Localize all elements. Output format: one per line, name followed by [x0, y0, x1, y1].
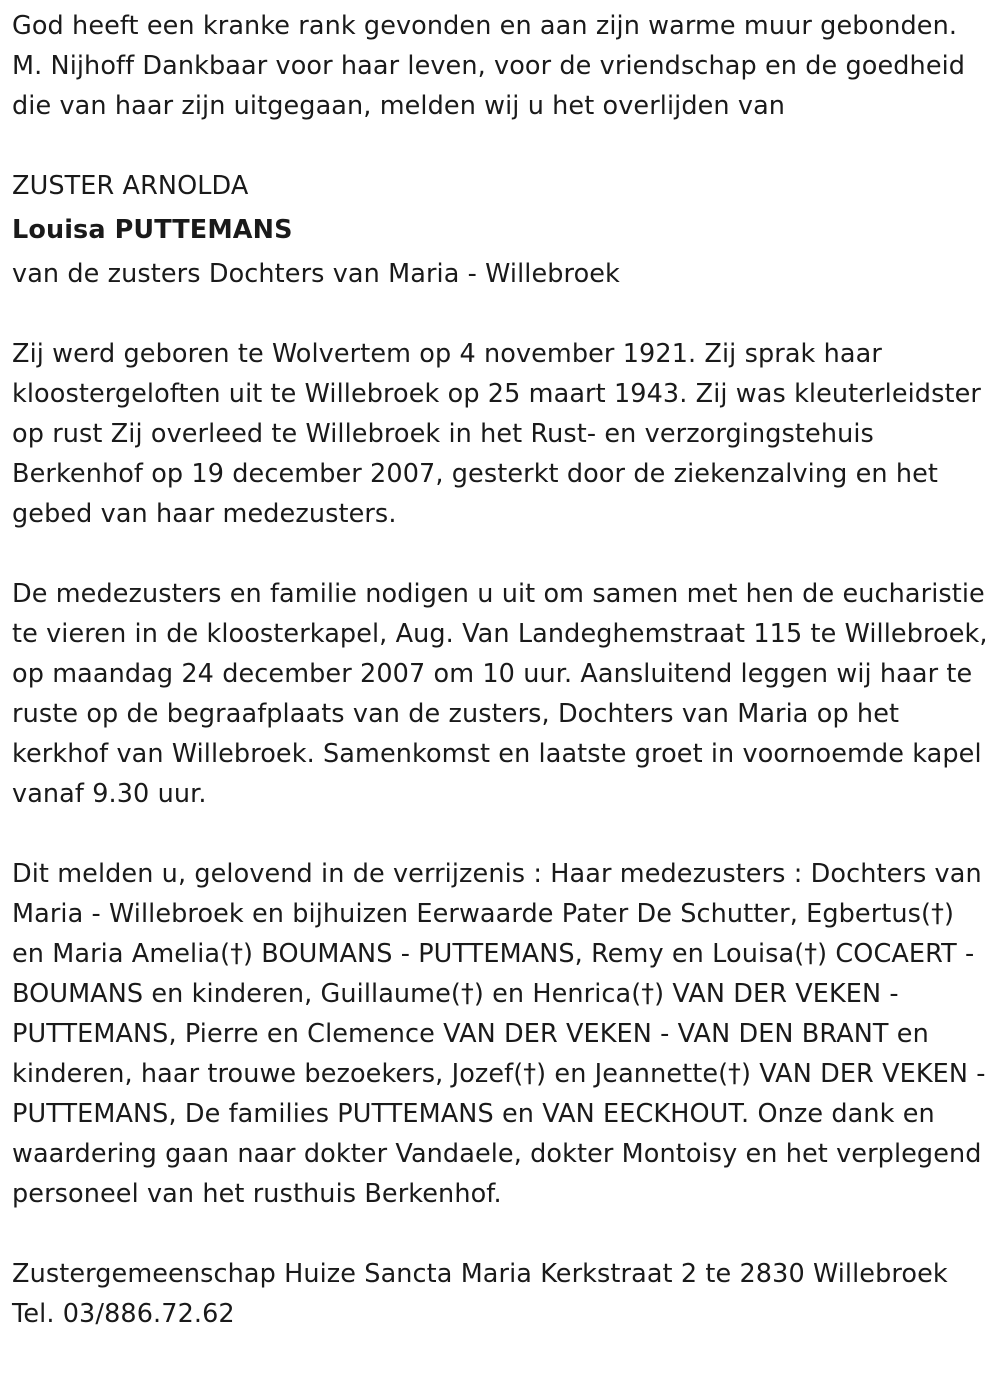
spacer — [12, 1214, 992, 1254]
biography-paragraph: Zij werd geboren te Wolvertem op 4 november 1921. Zij sprak haar kloostergeloften uit te Willebroek op 25 maart 1943. Zij was kleuterleidster op rust Zij overleed te Willebroek in het Rust- en verzorgingstehuis Berkenhof op 19 december 2007, gesterkt door de ziekenzalving en het gebed van haar medezusters. — [12, 339, 981, 529]
congregation-line: van de zusters Dochters van Maria - Willebroek — [12, 259, 620, 289]
deceased-name: Louisa PUTTEMANS — [12, 215, 293, 245]
spacer — [12, 126, 992, 166]
intro-paragraph: God heeft een kranke rank gevonden en aan zijn warme muur gebonden. M. Nijhoff Dankbaar voor haar leven, voor de vriendschap en de goedheid die van haar zijn uitgegaan, melden wij u het overlijden van — [12, 11, 966, 121]
funeral-paragraph: De medezusters en familie nodigen u uit om samen met hen de eucharistie te vieren in de kloosterkapel, Aug. Van Landeghemstraat 115 te Willebroek, op maandag 24 december 2007 om 10 uur. Aansluitend leggen wij haar te ruste op de begraafplaats van de zusters, Dochters van Maria op het kerkhof van Willebroek. Samenkomst en laatste groet in voornoemde kapel vanaf 9.30 uur. — [12, 579, 988, 809]
spacer — [12, 294, 992, 334]
obituary-document — [12, 6, 992, 1334]
mourners-paragraph: Dit melden u, gelovend in de verrijzenis : Haar medezusters : Dochters van Maria - Willebroek en bijhuizen Eerwaarde Pater De Schutter, Egbertus(†) en Maria Amelia(†) BOUMANS - PUTTEMANS, Remy en Louisa(†) COCAERT - BOUMANS en kinderen, Guillaume(†) en Henrica(†) VAN DER VEKEN - PUTTEMANS, Pierre en Clemence VAN DER VEKEN - VAN DEN BRANT en kinderen, haar trouwe bezoekers, Jozef(†) en Jeannette(†) VAN DER VEKEN - PUTTEMANS, De families PUTTEMANS en VAN EECKHOUT. Onze dank en waardering gaan naar dokter Vandaele, dokter Montoisy en het verplegend personeel van het rusthuis Berkenhof. — [12, 859, 986, 1209]
spacer — [12, 534, 992, 574]
address-line: Zustergemeenschap Huize Sancta Maria Kerkstraat 2 te 2830 Willebroek — [12, 1259, 948, 1289]
phone-line: Tel. 03/886.72.62 — [12, 1299, 235, 1329]
spacer — [12, 814, 992, 854]
religious-name: ZUSTER ARNOLDA — [12, 171, 249, 201]
